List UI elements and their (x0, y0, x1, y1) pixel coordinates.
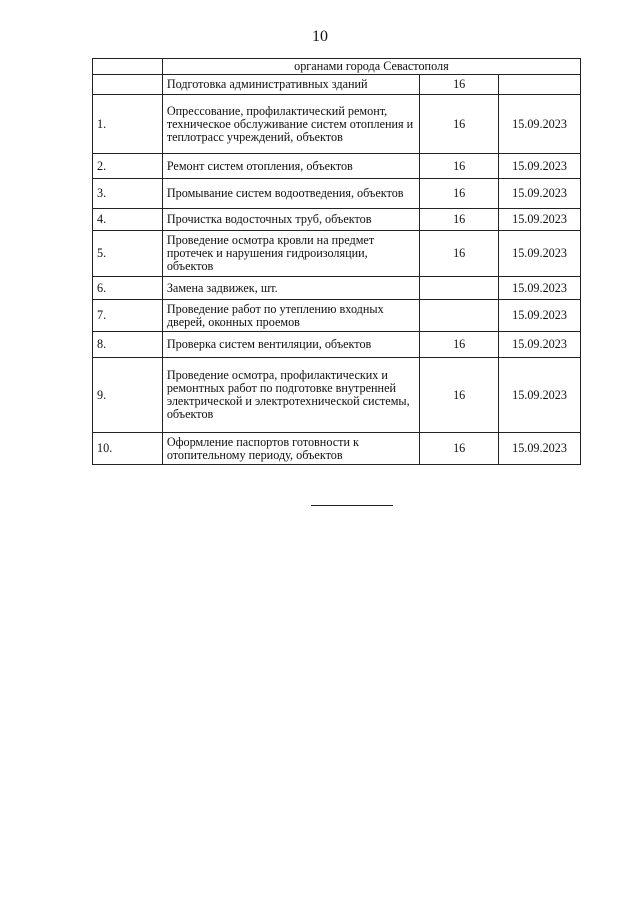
table-row (93, 332, 581, 358)
row-work-name: Замена задвижек, шт. (162, 277, 419, 300)
table-row (93, 209, 581, 231)
row-work-name: Промывание систем водоотведения, объектов (162, 179, 419, 209)
end-of-table-rule (311, 505, 393, 506)
row-work-name: Ремонт систем отопления, объектов (162, 154, 419, 179)
row-date: 15.09.2023 (499, 300, 581, 332)
table-row (93, 179, 581, 209)
row-work-name: Проведение осмотра, профилактических и ремонтных работ по подготовке внутренней электрической и электротехнической системы, объектов (162, 358, 419, 433)
row-qty: 16 (420, 154, 499, 179)
row-work-name: Проведение работ по утеплению входных дверей, оконных проемов (162, 300, 419, 332)
page-number: 10 (312, 28, 328, 45)
table-row (93, 300, 581, 332)
row-date: 15.09.2023 (499, 231, 581, 277)
row-work-name: Оформление паспортов готовности к отопительному периоду, объектов (162, 433, 419, 465)
row-qty: 16 (420, 209, 499, 231)
category-row (93, 75, 581, 95)
category-name: Подготовка административных зданий (162, 75, 419, 95)
row-date: 15.09.2023 (499, 95, 581, 154)
row-date: 15.09.2023 (499, 433, 581, 465)
row-number: 8. (93, 332, 163, 358)
row-qty: 16 (420, 358, 499, 433)
row-number: 4. (93, 209, 163, 231)
row-work-name: Проверка систем вентиляции, объектов (162, 332, 419, 358)
section-header: органами города Севастополя (162, 59, 580, 75)
row-qty: 16 (420, 332, 499, 358)
row-number: 1. (93, 95, 163, 154)
row-number: 10. (93, 433, 163, 465)
row-work-name: Опрессование, профилактический ремонт, техническое обслуживание систем отопления и теплотрасс учреждений, объектов (162, 95, 419, 154)
row-date: 15.09.2023 (499, 179, 581, 209)
section-header-row (93, 59, 581, 75)
row-work-name: Проведение осмотра кровли на предмет протечек и нарушения гидроизоляции, объектов (162, 231, 419, 277)
row-number: 6. (93, 277, 163, 300)
section-header-blank-cell (93, 59, 163, 75)
row-date: 15.09.2023 (499, 209, 581, 231)
row-number: 5. (93, 231, 163, 277)
row-qty (420, 277, 499, 300)
row-qty (420, 300, 499, 332)
table-row (93, 277, 581, 300)
table-row (93, 358, 581, 433)
table-row (93, 433, 581, 465)
row-qty: 16 (420, 95, 499, 154)
table-row (93, 154, 581, 179)
table-row (93, 231, 581, 277)
row-date: 15.09.2023 (499, 358, 581, 433)
row-date: 15.09.2023 (499, 332, 581, 358)
row-qty: 16 (420, 433, 499, 465)
row-number: 3. (93, 179, 163, 209)
row-qty: 16 (420, 231, 499, 277)
category-date (499, 75, 581, 95)
row-number: 2. (93, 154, 163, 179)
work-plan-table (92, 58, 581, 465)
category-qty: 16 (420, 75, 499, 95)
table-row (93, 95, 581, 154)
row-work-name: Прочистка водосточных труб, объектов (162, 209, 419, 231)
category-num-cell (93, 75, 163, 95)
row-date: 15.09.2023 (499, 154, 581, 179)
row-date: 15.09.2023 (499, 277, 581, 300)
row-qty: 16 (420, 179, 499, 209)
row-number: 7. (93, 300, 163, 332)
row-number: 9. (93, 358, 163, 433)
